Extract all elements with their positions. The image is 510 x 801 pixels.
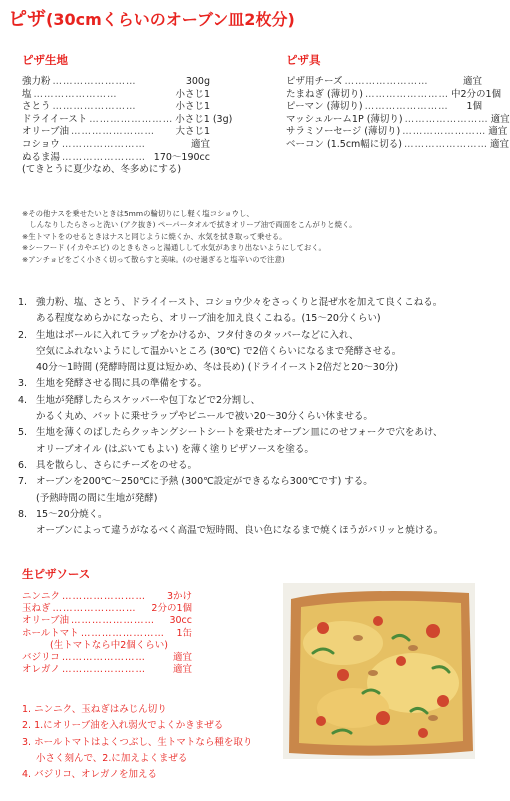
topping-row: サラミソーセージ (薄切り) …………………… 適宜 [286, 126, 508, 138]
ingredient-row: ぬるま湯 …………………… 170～190cc [22, 151, 210, 163]
ingredient-row: ドライイースト …………………… 小さじ1 (3g) [22, 113, 233, 125]
dough-note: (てきとうに夏少なめ、冬多めにする) [22, 164, 182, 176]
sauce-item-note: (生トマトなら中2個くらい) [50, 639, 168, 651]
step-7: 7. オーブンを200℃～250℃に予熱 (300℃設定ができるなら300℃です) する。 (予熱時間の間に生地が発酵) [18, 476, 373, 504]
title-main: ピザ [8, 8, 47, 30]
note-line: ※シーフード (イカやエビ) のときもさっと湯通しして水気があまり出ないようにしておく。 [22, 243, 326, 253]
ingredient-row: 塩 …………………… 小さじ1 [22, 88, 210, 100]
sauce-row: ホールトマト …………………… 1缶 [22, 627, 192, 639]
note-line: ※その他ナスを乗せたいときは5mmの輪切りにし軽く塩コショウし、 [22, 209, 254, 218]
sauce-row: オリーブ油 …………………… 30cc [22, 615, 192, 627]
toppings-list [286, 76, 510, 152]
sauce-row: バジリコ …………………… 適宜 [22, 652, 192, 664]
sauce-step-2: 2. 1.にオリーブ油を入れ弱火でよくかきまぜる [22, 720, 224, 732]
topping-row: ピザ用チーズ …………………… 適宜 [286, 76, 482, 87]
topping-row: ピーマン (薄切り) …………………… 1個 [286, 101, 482, 113]
ingredient-row: 強力粉 …………………… 300g [22, 76, 210, 87]
note-line: しんなりしたらさっと洗い (アク抜き) ペーパータオルで拭きオリーブ油で両面をこんがりと焼く。 [22, 220, 357, 230]
topping-row: たまねぎ (薄切り) …………………… 中2分の1個 [286, 88, 502, 100]
dough-list [22, 76, 233, 177]
sauce-row: ニンニク …………………… 3かけ [22, 591, 192, 602]
sauce-step-3: 3. ホールトマトはよくつぶし、生トマトなら種を取り 小さく刻んで、2.に加えよくまぜる [22, 736, 253, 764]
page-title [8, 4, 295, 31]
step-1: 1. 強力粉、塩、さとう、ドライイースト、コショウ少々をさっくりと混ぜ水を加えて良くこねる。 ある程度なめらかになったら、オリーブ油を加え良くこねる。(15～20分くらい) [18, 297, 443, 325]
note-line: ※生トマトをのせるときはナスと同じように焼くか、水気を拭き取って乗せる。 [22, 231, 287, 241]
pizza-photo [283, 583, 475, 759]
step-2: 2. 生地はボールに入れてラップをかけるか、フタ付きのタッパーなどに入れ、 空気にふれないようにして温かいところ (30℃) で2倍くらいになるまで発酵させる。 40分～1時間 (発酵時間は夏は短かめ、冬は長め) (ドライイースト2倍だと20～30分) [18, 329, 402, 374]
topping-row: マッシュルーム1P (薄切り) …………………… 適宜 [286, 113, 510, 125]
step-6: 6. 具を散らし、さらにチーズをのせる。 [18, 459, 198, 471]
ingredient-row: オリーブ油 …………………… 大さじ1 [22, 126, 210, 138]
sauce-row: 玉ねぎ …………………… 2分の1個 [22, 603, 192, 615]
dough-heading: ピザ生地 [22, 53, 68, 67]
sauce-row: オレガノ …………………… 適宜 [22, 664, 192, 676]
instructions [18, 295, 506, 539]
ingredient-row: コショウ …………………… 適宜 [22, 138, 210, 150]
notes-block [22, 208, 357, 265]
topping-row: ベーコン (1.5cm幅に切る) …………………… 適宜 [286, 138, 510, 150]
sauce-instructions [22, 702, 252, 783]
step-8: 8. 15～20分焼く。 オーブンによって違うがなるべく高温で短時間、良い色になるまで焼くほうがパリッと焼ける。 [18, 508, 444, 537]
sauce-list [22, 591, 192, 676]
sauce-heading: 生ピザソース [22, 567, 91, 581]
note-line: ※アンチョビをごく小さく切って散らすと美味。(のせ過ぎると塩辛いので注意) [22, 254, 285, 264]
sauce-step-4: 4. バジリコ、オレガノを加える [22, 769, 158, 781]
title-sub: (30cmくらいのオーブン皿2枚分) [46, 10, 295, 29]
step-3: 3. 生地を発酵させる間に具の準備をする。 [18, 378, 208, 390]
step-4: 4. 生地が発酵したらスケッパーや包丁などで2分割し、 かるく丸め、バットに乗せラップやビニールで被い20～30分くらい休ませる。 [18, 394, 373, 423]
toppings-heading: ピザ具 [286, 53, 321, 67]
step-5: 5. 生地を薄くのばしたらクッキングシートシートを乗せたオーブン皿にのせフォークで穴をあけ、 オリーブオイル (はぶいてもよい) を薄く塗りピザソースを塗る。 [18, 427, 443, 455]
sauce-step-1: 1. ニンニク、玉ねぎはみじん切り [22, 704, 167, 715]
ingredient-row: さとう …………………… 小さじ1 [22, 101, 210, 113]
